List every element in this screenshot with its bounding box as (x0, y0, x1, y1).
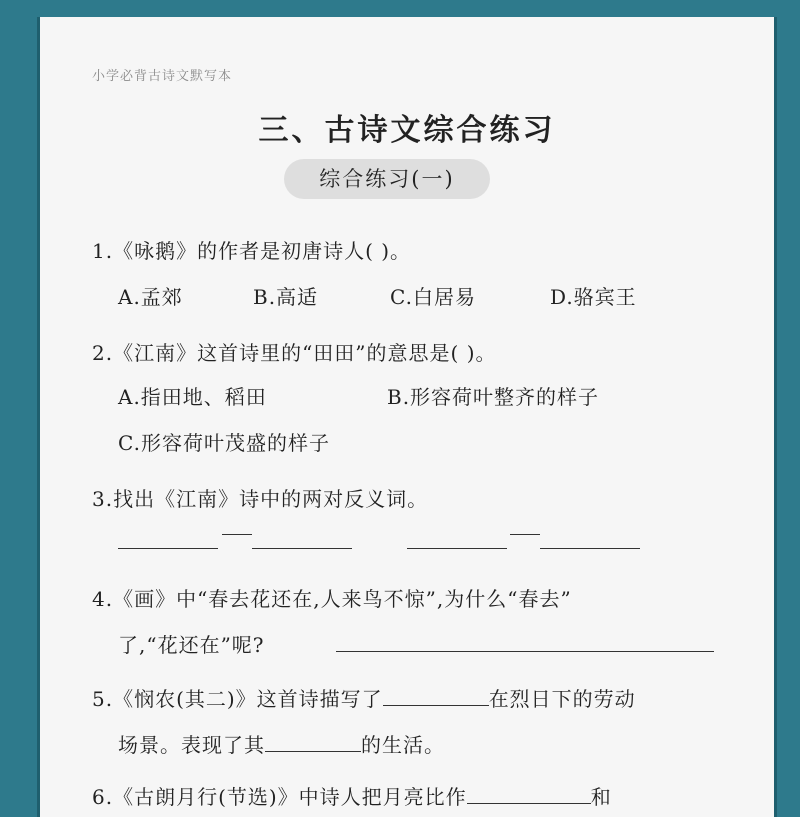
q5-text-2b: 的生活。 (361, 733, 445, 757)
q1-option-b: B.高适 (253, 285, 319, 309)
q5-text-1a: 5.《悯农(其二)》这首诗描写了 (92, 687, 383, 711)
q3-blank-1b[interactable] (252, 548, 352, 549)
exercise-badge: 综合练习(一) (284, 159, 490, 199)
q3-blank-1a[interactable] (118, 548, 218, 549)
q4-answer-line[interactable] (336, 651, 714, 652)
q1-option-a: A.孟郊 (118, 285, 183, 309)
q6-tail: 和 (590, 785, 612, 809)
q1-option-c: C.白居易 (390, 285, 476, 309)
q3-dash-1 (222, 534, 252, 535)
q5-blank-1[interactable] (383, 685, 489, 706)
q3-blank-2b[interactable] (540, 548, 640, 549)
worksheet-page (37, 17, 777, 817)
book-header: 小学必背古诗文默写本 (92, 69, 233, 84)
q2-option-c: C.形容荷叶茂盛的样子 (118, 431, 330, 455)
question-1: 1.《咏鹅》的作者是初唐诗人( )。 (92, 239, 412, 263)
q3-dash-2 (510, 534, 540, 535)
question-5-line-2 (118, 729, 445, 758)
question-2: 2.《江南》这首诗里的“田田”的意思是( )。 (92, 341, 497, 365)
q5-text-1b: 在烈日下的劳动 (488, 687, 636, 711)
q6-blank-1[interactable] (467, 783, 591, 804)
question-3: 3.找出《江南》诗中的两对反义词。 (92, 487, 429, 511)
question-5-line-1 (92, 683, 636, 712)
question-4-line-1: 4.《画》中“春去花还在,人来鸟不惊”,为什么“春去” (92, 587, 572, 611)
question-6 (92, 781, 612, 810)
q5-blank-2[interactable] (265, 731, 361, 752)
q2-option-a: A.指田地、稻田 (118, 385, 267, 409)
q6-text: 6.《古朗月行(节选)》中诗人把月亮比作 (92, 785, 467, 809)
q3-blank-2a[interactable] (407, 548, 507, 549)
question-4-line-2: 了,“花还在”呢? (118, 633, 265, 657)
q1-option-d: D.骆宾王 (550, 285, 637, 309)
q5-text-2a: 场景。表现了其 (118, 733, 265, 757)
q2-option-b: B.形容荷叶整齐的样子 (387, 385, 600, 409)
section-title: 三、古诗文综合练习 (258, 113, 556, 148)
